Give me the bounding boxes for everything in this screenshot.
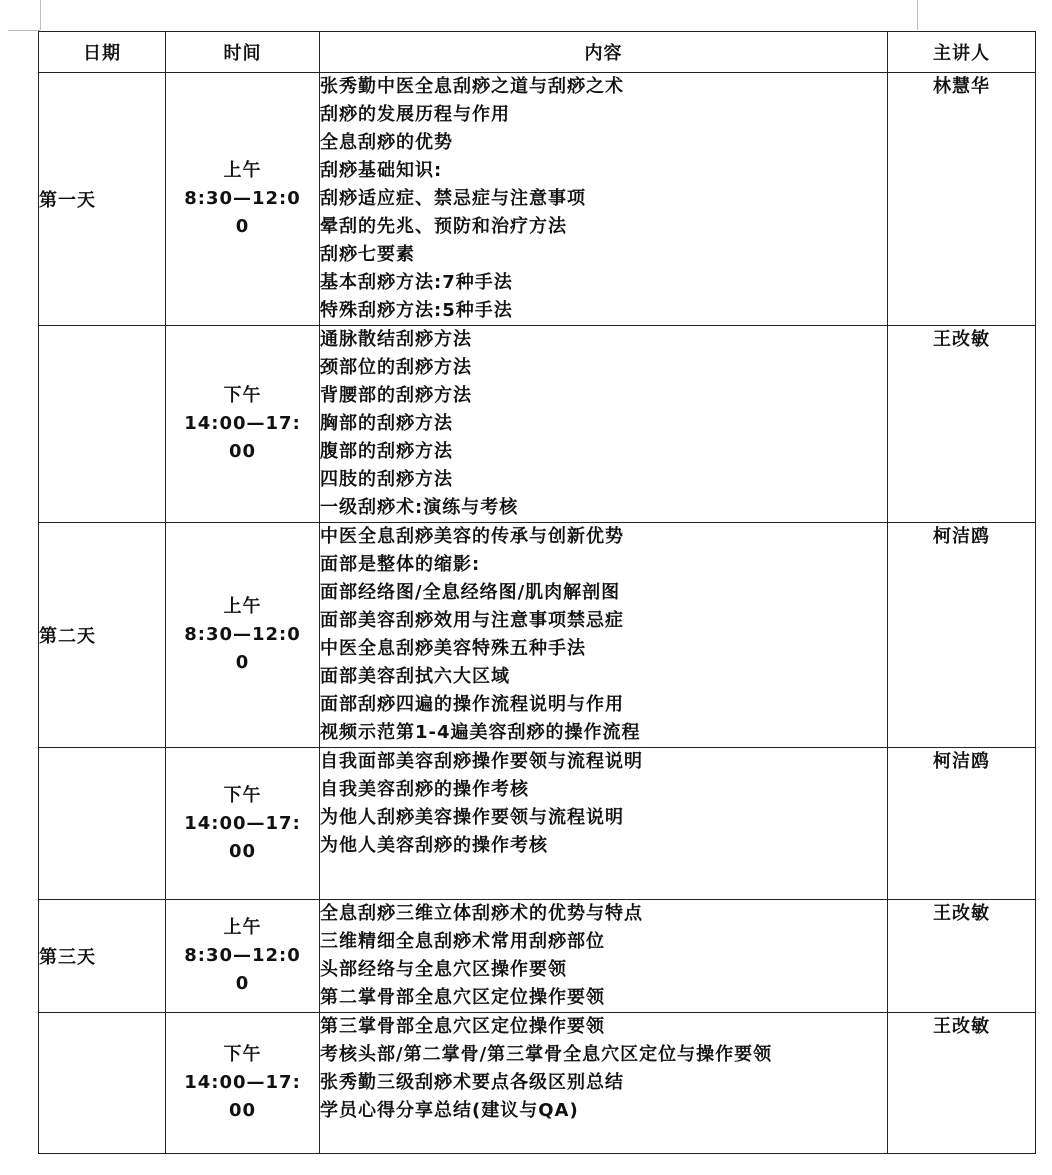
content-line: 张秀勤中医全息刮痧之道与刮痧之术 — [320, 76, 624, 97]
content-line: 学员心得分享总结(建议与QA) — [320, 1100, 579, 1121]
table-row — [39, 1013, 1036, 1154]
time-text: 下午 14:00—17:00 — [184, 385, 301, 462]
content-line: 刮痧的发展历程与作用 — [320, 104, 510, 125]
content-line: 自我美容刮痧的操作考核 — [320, 779, 529, 800]
speaker-cell: 柯洁鸥 — [888, 748, 1036, 900]
header-speaker: 主讲人 — [888, 32, 1036, 73]
table-row — [39, 748, 1036, 900]
content-cell — [320, 748, 888, 900]
table-row — [39, 900, 1036, 1013]
content-cell — [320, 326, 888, 523]
content-line: 通脉散结刮痧方法 — [320, 329, 472, 350]
time-cell — [166, 73, 320, 326]
content-line: 背腰部的刮痧方法 — [320, 385, 472, 406]
content-line: 面部是整体的缩影: — [320, 554, 481, 575]
content-cell — [320, 523, 888, 748]
time-cell — [166, 326, 320, 523]
schedule-body — [39, 73, 1036, 1154]
content-line: 三维精细全息刮痧术常用刮痧部位 — [320, 931, 605, 952]
content-line: 中医全息刮痧美容特殊五种手法 — [320, 638, 586, 659]
content-line: 中医全息刮痧美容的传承与创新优势 — [320, 526, 624, 547]
content-line: 为他人刮痧美容操作要领与流程说明 — [320, 807, 624, 828]
content-line: 全息刮痧的优势 — [320, 132, 453, 153]
content-cell — [320, 73, 888, 326]
content-line: 为他人美容刮痧的操作考核 — [320, 835, 548, 856]
content-line: 特殊刮痧方法:5种手法 — [320, 300, 513, 321]
time-cell — [166, 900, 320, 1013]
content-line: 面部美容刮拭六大区域 — [320, 666, 510, 687]
time-text: 上午 8:30—12:00 — [184, 596, 301, 673]
header-row — [39, 32, 1036, 73]
header-content: 内容 — [320, 32, 888, 73]
speaker-cell: 林慧华 — [888, 73, 1036, 326]
content-line: 颈部位的刮痧方法 — [320, 357, 472, 378]
time-cell — [166, 748, 320, 900]
content-line: 刮痧基础知识: — [320, 160, 443, 181]
content-line: 基本刮痧方法:7种手法 — [320, 272, 513, 293]
date-cell — [39, 1013, 166, 1154]
content-line: 张秀勤三级刮痧术要点各级区别总结 — [320, 1072, 624, 1093]
content-line: 刮痧七要素 — [320, 244, 415, 265]
header-date: 日期 — [39, 32, 166, 73]
content-line: 视频示范第1-4遍美容刮痧的操作流程 — [320, 722, 641, 743]
content-line: 全息刮痧三维立体刮痧术的优势与特点 — [320, 903, 643, 924]
page-margin-mark-left — [40, 0, 41, 30]
content-line: 面部经络图/全息经络图/肌肉解剖图 — [320, 582, 621, 603]
date-cell — [39, 326, 166, 523]
time-text: 下午 14:00—17:00 — [184, 1044, 301, 1121]
date-cell — [39, 748, 166, 900]
content-line: 一级刮痧术:演练与考核 — [320, 497, 519, 518]
page-margin-mark-horizontal — [8, 30, 40, 31]
content-line: 第二掌骨部全息穴区定位操作要领 — [320, 987, 605, 1008]
header-time: 时间 — [166, 32, 320, 73]
speaker-cell: 王改敏 — [888, 326, 1036, 523]
content-line: 晕刮的先兆、预防和治疗方法 — [320, 216, 567, 237]
content-line: 自我面部美容刮痧操作要领与流程说明 — [320, 751, 643, 772]
content-cell — [320, 1013, 888, 1154]
time-cell — [166, 523, 320, 748]
content-line: 面部刮痧四遍的操作流程说明与作用 — [320, 694, 624, 715]
date-cell: 第一天 — [39, 73, 166, 326]
content-line: 刮痧适应症、禁忌症与注意事项 — [320, 188, 586, 209]
training-schedule-table — [38, 31, 1036, 1154]
content-line: 腹部的刮痧方法 — [320, 441, 453, 462]
speaker-cell: 王改敏 — [888, 900, 1036, 1013]
content-line: 胸部的刮痧方法 — [320, 413, 453, 434]
content-line: 面部美容刮痧效用与注意事项禁忌症 — [320, 610, 624, 631]
content-line: 第三掌骨部全息穴区定位操作要领 — [320, 1016, 605, 1037]
content-line: 四肢的刮痧方法 — [320, 469, 453, 490]
time-text: 上午 8:30—12:00 — [184, 160, 301, 237]
content-line: 考核头部/第二掌骨/第三掌骨全息穴区定位与操作要领 — [320, 1044, 773, 1065]
time-cell — [166, 1013, 320, 1154]
content-cell — [320, 900, 888, 1013]
table-row — [39, 73, 1036, 326]
page-margin-mark-right — [917, 0, 918, 30]
time-text: 下午 14:00—17:00 — [184, 784, 301, 862]
time-text: 上午 8:30—12:00 — [184, 917, 301, 994]
table-row — [39, 523, 1036, 748]
table-row — [39, 326, 1036, 523]
speaker-cell: 柯洁鸥 — [888, 523, 1036, 748]
date-cell: 第三天 — [39, 900, 166, 1013]
date-cell: 第二天 — [39, 523, 166, 748]
speaker-cell: 王改敏 — [888, 1013, 1036, 1154]
content-line: 头部经络与全息穴区操作要领 — [320, 959, 567, 980]
